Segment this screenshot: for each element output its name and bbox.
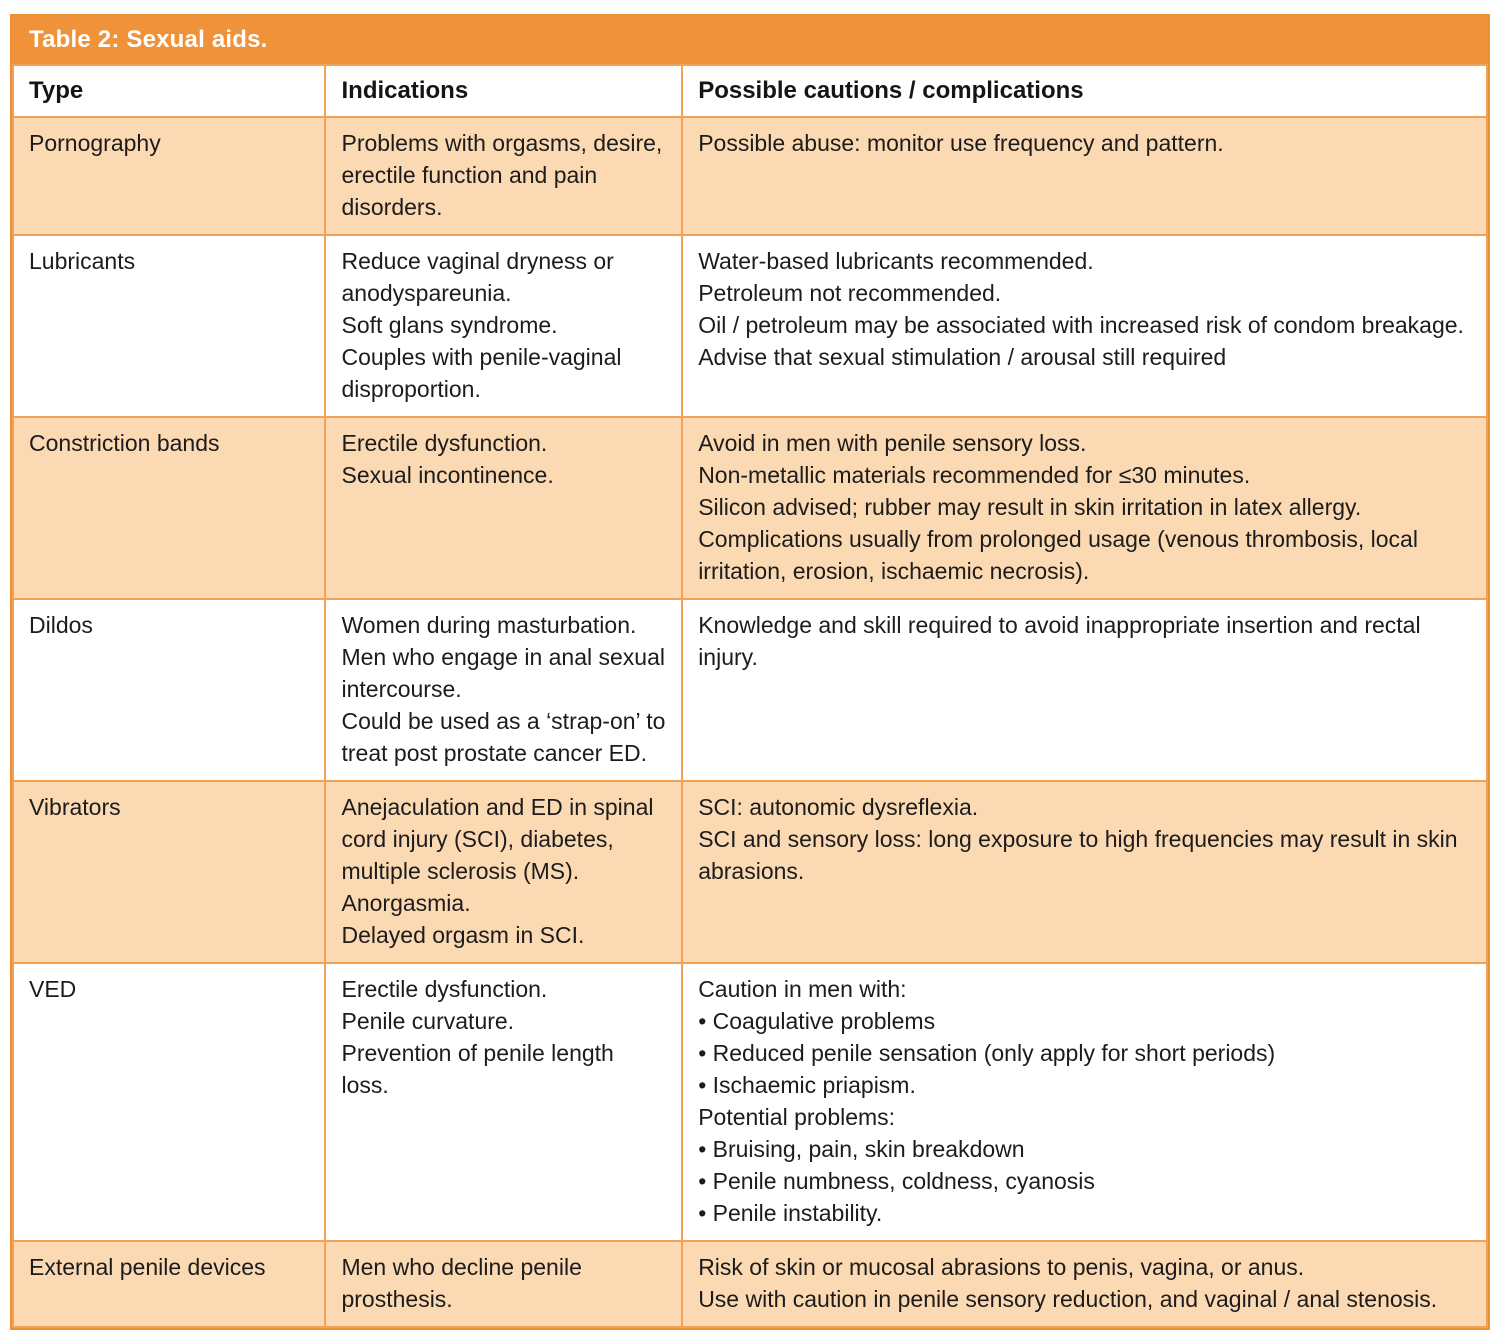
cell-line: Erectile dysfunction. bbox=[341, 976, 548, 1002]
indications-cell bbox=[325, 963, 682, 1241]
page bbox=[0, 14, 1500, 1338]
cautions-cell bbox=[682, 963, 1487, 1241]
cell-line: SCI: autonomic dysreflexia. bbox=[698, 794, 979, 820]
header-row bbox=[13, 65, 1487, 117]
cell-line: Delayed orgasm in SCI. bbox=[341, 922, 585, 948]
indications-cell bbox=[325, 117, 682, 235]
cell-line: SCI and sensory loss: long exposure to high frequencies may result in skin abrasions. bbox=[698, 826, 1458, 884]
cell-line: Reduce vaginal dryness or anodyspareunia. bbox=[341, 248, 614, 306]
cautions-cell bbox=[682, 1241, 1487, 1327]
column-header-type: Type bbox=[13, 65, 325, 117]
table-row bbox=[13, 1241, 1487, 1327]
cell-line: Non-metallic materials recommended for ≤30 minutes. bbox=[698, 462, 1251, 488]
cell-line: Caution in men with: bbox=[698, 976, 907, 1002]
table-title: Table 2: Sexual aids. bbox=[29, 26, 268, 53]
table-row bbox=[13, 117, 1487, 235]
table-row bbox=[13, 599, 1487, 781]
cell-line: Pornography bbox=[29, 130, 161, 156]
cell-line: Potential problems: bbox=[698, 1104, 896, 1130]
cell-line: Complications usually from prolonged usage (venous thrombosis, local irritation, erosion, ischaemic necrosis). bbox=[698, 526, 1418, 584]
table-row bbox=[13, 235, 1487, 417]
column-header-indications: Indications bbox=[325, 65, 682, 117]
type-cell bbox=[13, 781, 325, 963]
type-cell bbox=[13, 963, 325, 1241]
cell-line: Couples with penile-vaginal disproportion. bbox=[341, 344, 622, 402]
sexual-aids-table bbox=[12, 64, 1488, 1328]
sexual-aids-table-container bbox=[10, 14, 1490, 1330]
type-cell bbox=[13, 417, 325, 599]
cell-line: Vibrators bbox=[29, 794, 121, 820]
cell-line: Prevention of penile length loss. bbox=[341, 1040, 614, 1098]
cell-line: Possible abuse: monitor use frequency and pattern. bbox=[698, 130, 1224, 156]
cautions-cell bbox=[682, 235, 1487, 417]
cell-line: Petroleum not recommended. bbox=[698, 280, 1002, 306]
indications-cell bbox=[325, 1241, 682, 1327]
column-header-cautions: Possible cautions / complications bbox=[682, 65, 1487, 117]
cautions-cell bbox=[682, 599, 1487, 781]
cell-line: Advise that sexual stimulation / arousal still required bbox=[698, 344, 1227, 370]
cautions-cell bbox=[682, 117, 1487, 235]
cell-line: Men who decline penile prosthesis. bbox=[341, 1254, 582, 1312]
cell-line: • Coagulative problems bbox=[698, 1008, 936, 1034]
indications-cell bbox=[325, 235, 682, 417]
cell-line: • Bruising, pain, skin breakdown bbox=[698, 1136, 1025, 1162]
cell-line: Penile curvature. bbox=[341, 1008, 515, 1034]
indications-cell bbox=[325, 599, 682, 781]
cell-line: Water-based lubricants recommended. bbox=[698, 248, 1094, 274]
cell-line: Sexual incontinence. bbox=[341, 462, 554, 488]
table-row bbox=[13, 417, 1487, 599]
type-cell bbox=[13, 235, 325, 417]
type-cell bbox=[13, 599, 325, 781]
cell-line: Constriction bands bbox=[29, 430, 220, 456]
cell-line: Women during masturbation. bbox=[341, 612, 637, 638]
cell-line: • Penile numbness, coldness, cyanosis bbox=[698, 1168, 1095, 1194]
table-row bbox=[13, 781, 1487, 963]
cell-line: Dildos bbox=[29, 612, 93, 638]
cell-line: Lubricants bbox=[29, 248, 136, 274]
cell-line: Problems with orgasms, desire, erectile function and pain disorders. bbox=[341, 130, 663, 220]
table-body bbox=[13, 117, 1487, 1327]
type-cell bbox=[13, 1241, 325, 1327]
cautions-cell bbox=[682, 781, 1487, 963]
cell-line: Men who engage in anal sexual intercourse. bbox=[341, 644, 665, 702]
cell-line: • Ischaemic priapism. bbox=[698, 1072, 916, 1098]
table-header bbox=[13, 65, 1487, 117]
cell-line: External penile devices bbox=[29, 1254, 266, 1280]
cell-line: Use with caution in penile sensory reduction, and vaginal / anal stenosis. bbox=[698, 1286, 1438, 1312]
cautions-cell bbox=[682, 417, 1487, 599]
indications-cell bbox=[325, 417, 682, 599]
cell-line: Anejaculation and ED in spinal cord injury (SCI), diabetes, multiple sclerosis (MS). bbox=[341, 794, 654, 884]
cell-line: • Reduced penile sensation (only apply for short periods) bbox=[698, 1040, 1276, 1066]
type-cell bbox=[13, 117, 325, 235]
cell-line: Oil / petroleum may be associated with increased risk of condom breakage. bbox=[698, 312, 1464, 338]
cell-line: Risk of skin or mucosal abrasions to penis, vagina, or anus. bbox=[698, 1254, 1305, 1280]
cell-line: Avoid in men with penile sensory loss. bbox=[698, 430, 1087, 456]
cell-line: VED bbox=[29, 976, 77, 1002]
cell-line: Could be used as a ‘strap-on’ to treat post prostate cancer ED. bbox=[341, 708, 666, 766]
cell-line: Anorgasmia. bbox=[341, 890, 471, 916]
cell-line: Erectile dysfunction. bbox=[341, 430, 548, 456]
cell-line: • Penile instability. bbox=[698, 1200, 883, 1226]
table-title-bar bbox=[12, 16, 1488, 64]
table-row bbox=[13, 963, 1487, 1241]
indications-cell bbox=[325, 781, 682, 963]
cell-line: Silicon advised; rubber may result in skin irritation in latex allergy. bbox=[698, 494, 1362, 520]
cell-line: Knowledge and skill required to avoid inappropriate insertion and rectal injury. bbox=[698, 612, 1421, 670]
cell-line: Soft glans syndrome. bbox=[341, 312, 558, 338]
